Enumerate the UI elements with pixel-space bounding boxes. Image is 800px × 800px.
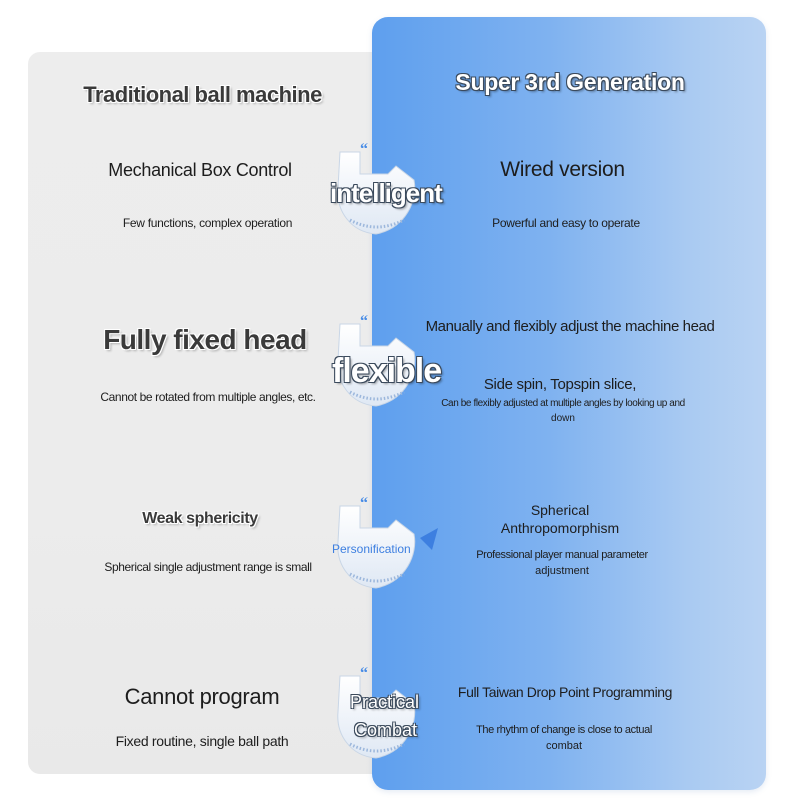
left-row2-heading: Fully fixed head: [103, 324, 307, 355]
right-row2-desc-line2: down: [551, 413, 575, 424]
left-row1-desc: Few functions, complex operation: [122, 216, 293, 230]
left-row3-heading: Weak sphericity: [142, 510, 258, 527]
right-title: Super 3rd Generation: [455, 69, 685, 95]
right-row4-desc-line2: combat: [545, 740, 583, 752]
quote-shield-icon: [326, 664, 422, 764]
left-row2-desc: Cannot be rotated from multiple angles, etc.: [100, 390, 316, 404]
left-row4-desc: Fixed routine, single ball path: [115, 733, 289, 749]
svg-text:“: “: [360, 141, 368, 158]
left-row3-desc: Spherical single adjustment range is small: [104, 560, 312, 574]
badge-flexible-label: flexible: [332, 352, 442, 390]
svg-text:“: “: [360, 495, 368, 512]
right-row2-desc-line1: Can be flexibly adjusted at multiple angles by looking up and: [441, 398, 685, 409]
right-row3-desc-line2: adjustment: [535, 565, 589, 577]
badge-personification-label: Personification: [332, 542, 411, 556]
badge-intelligent: [326, 140, 442, 240]
right-row2-sub: Side spin, Topspin slice,: [483, 376, 637, 393]
right-row1-heading: Wired version: [500, 158, 625, 181]
badge-combat-label: Combat: [354, 720, 418, 740]
svg-text:“: “: [360, 313, 368, 330]
right-row3-heading-line2: Anthropomorphism: [500, 520, 620, 536]
right-row1-desc: Powerful and easy to operate: [492, 216, 640, 230]
right-row3-heading-line1: Spherical: [530, 502, 590, 518]
svg-text:“: “: [360, 665, 368, 682]
left-row4-heading: Cannot program: [124, 684, 280, 709]
badge-intelligent-label: intelligent: [330, 178, 442, 208]
right-row4-desc-line1: The rhythm of change is close to actual: [476, 724, 652, 736]
badge-personification: [326, 494, 418, 594]
right-row3-desc-line1: Professional player manual parameter: [476, 549, 648, 561]
left-row1-heading: Mechanical Box Control: [108, 160, 292, 180]
left-title: Traditional ball machine: [83, 82, 322, 107]
badge-flexible: [326, 312, 442, 412]
right-row4-heading: Full Taiwan Drop Point Programming: [457, 684, 673, 700]
right-row2-heading: Manually and flexibly adjust the machine head: [425, 318, 715, 335]
badge-practical-combat: [326, 664, 418, 764]
badge-practical-label: Practical: [350, 692, 420, 712]
arrow-icon: [420, 528, 438, 550]
